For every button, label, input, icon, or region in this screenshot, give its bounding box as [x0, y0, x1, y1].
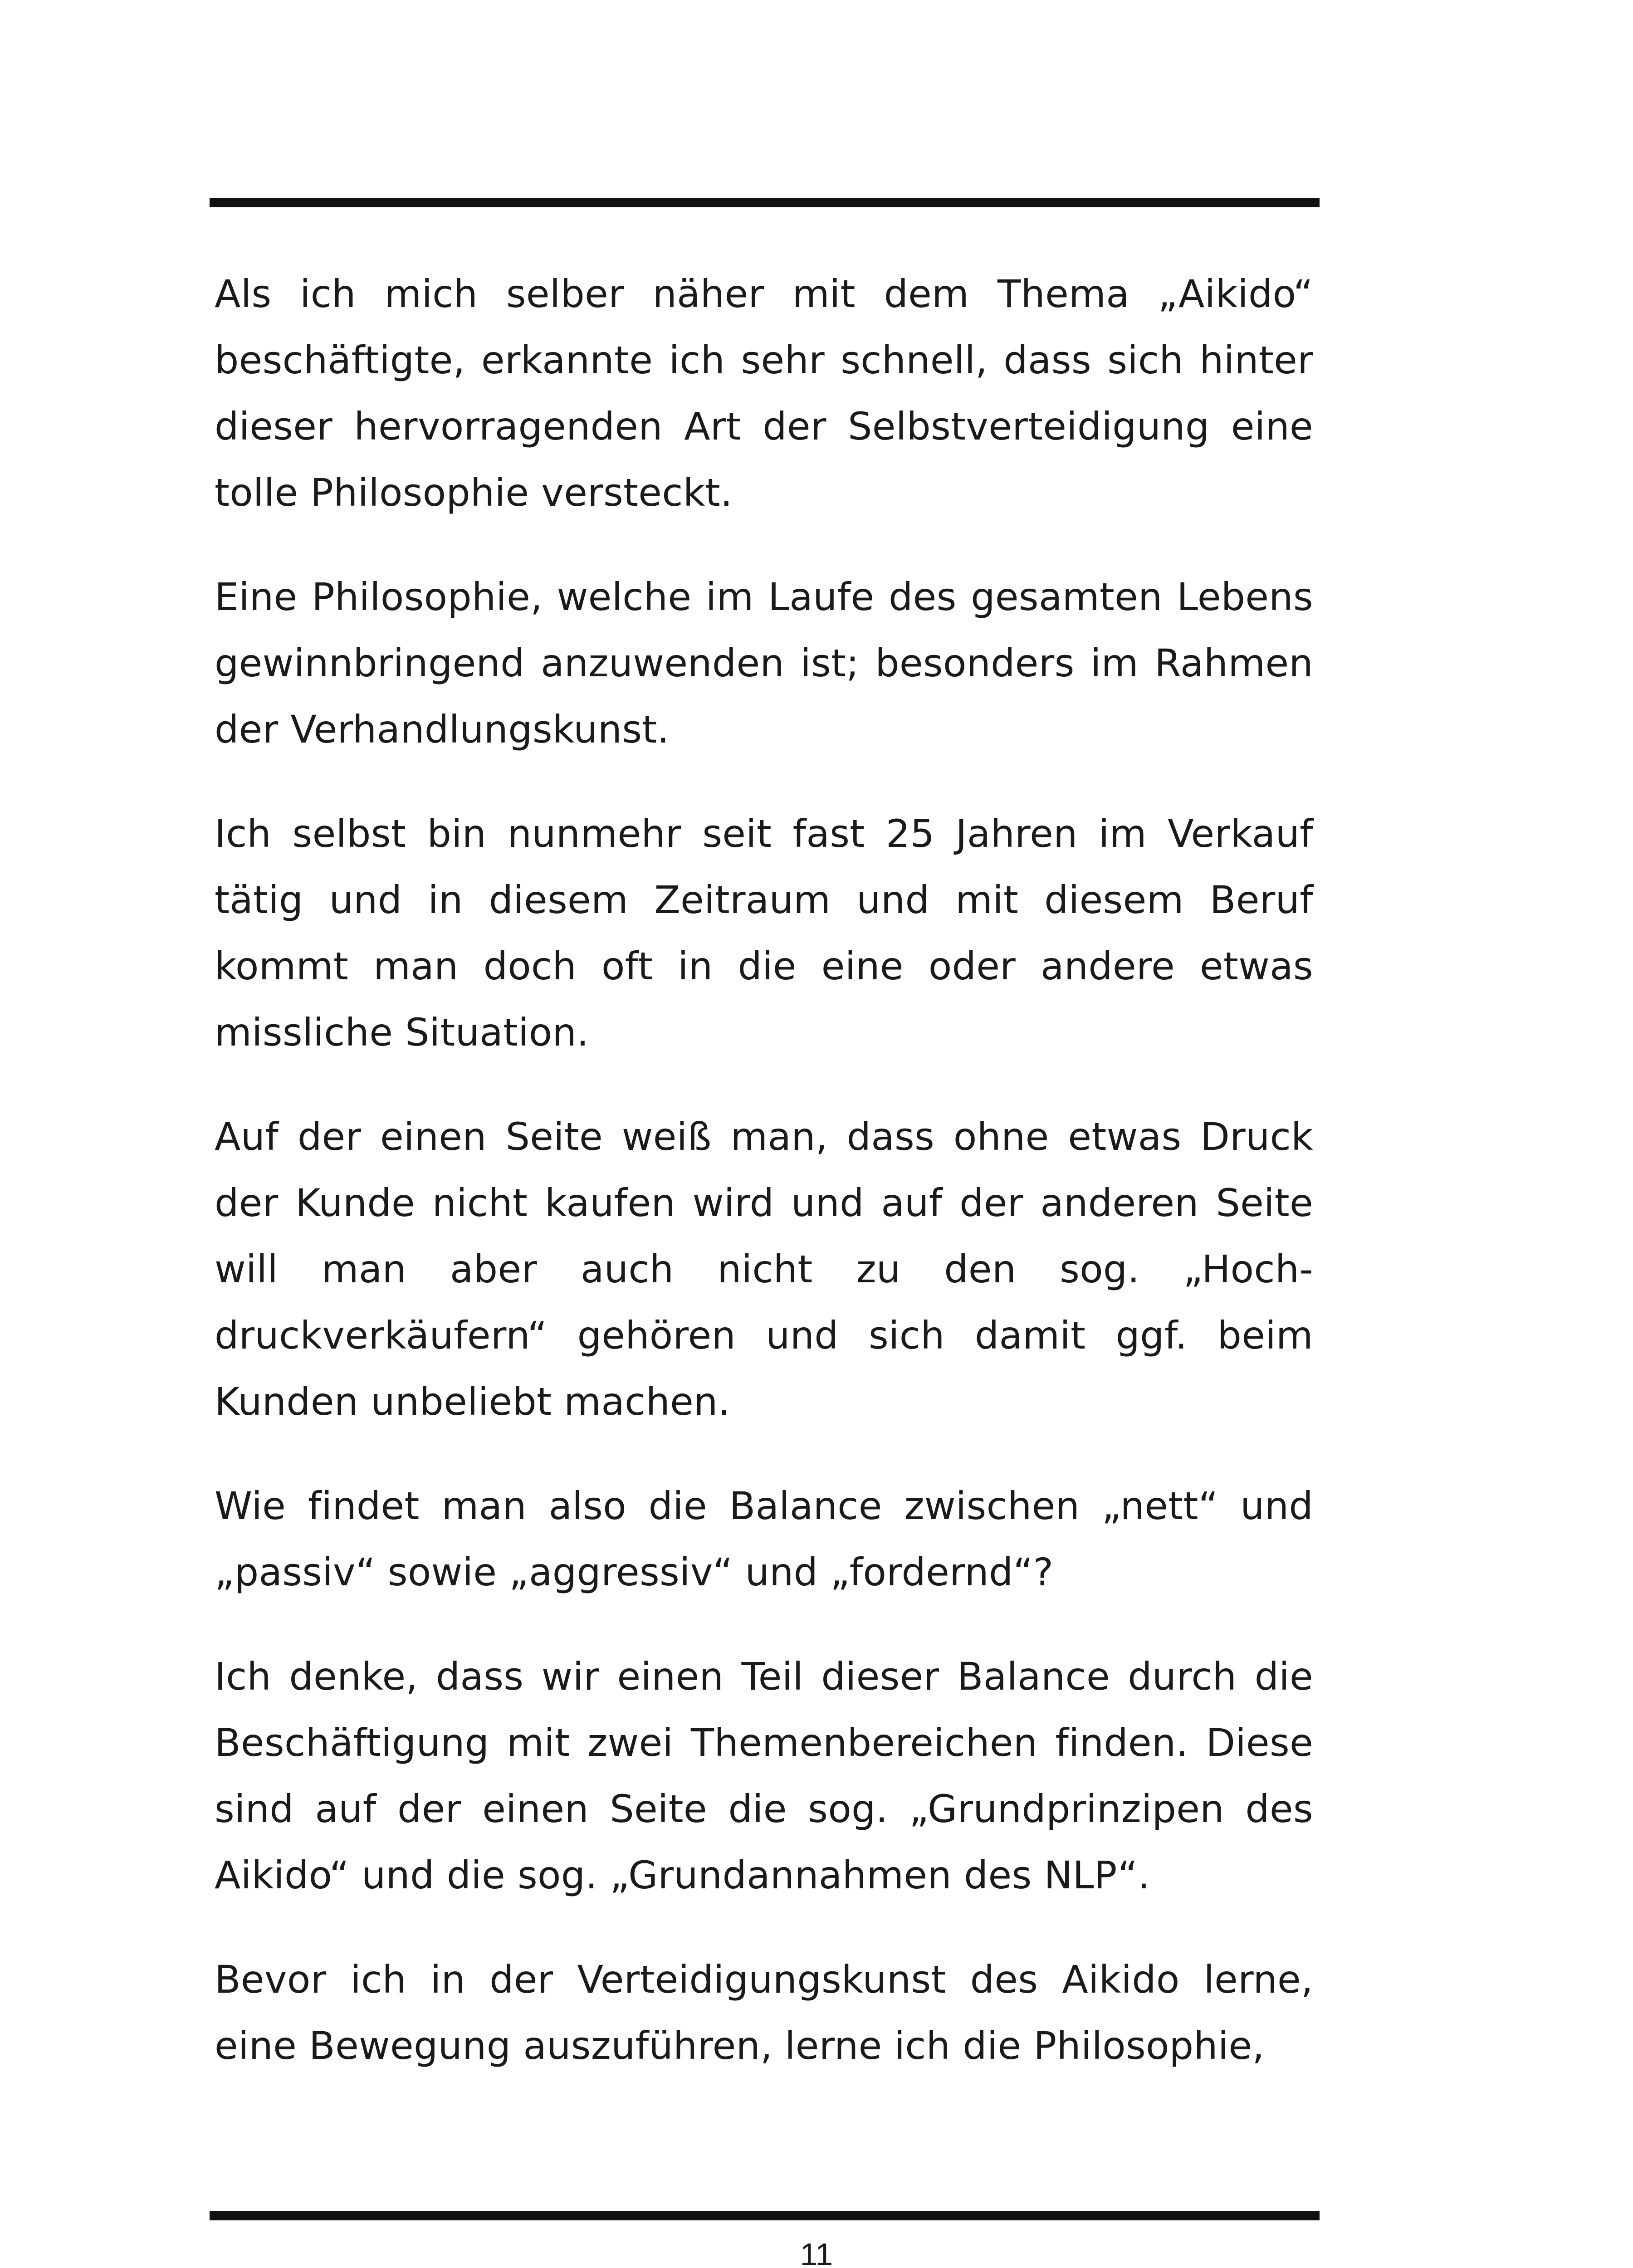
paragraph-7: Bevor ich in der Verteidigungskunst des Aikido lerne, eine Bewegung auszuführen, lerne ich die Philosophie,: [215, 1957, 1313, 2068]
paragraph-2: Eine Philosophie, welche im Laufe des gesamten Lebens gewinnbringend anzuwenden ist; besonders im Rahmen der Verhandlungskunst.: [215, 575, 1313, 752]
footer-rule: [210, 2211, 1320, 2220]
paragraph-3: Ich selbst bin nunmehr seit fast 25 Jahren im Verkauf tätig und in diesem Zeitraum und mit diesem Beruf kommt man doch oft in die eine oder andere etwas missliche Situation.: [215, 811, 1313, 1055]
page-number: 11: [800, 2237, 833, 2268]
paragraph-6: Ich denke, dass wir einen Teil dieser Balance durch die Beschäftigung mit zwei Themenbereichen finden. Diese sind auf der einen Seite die sog. „Grundprinzipen des Aikido“ und die sog. „Grundannahmen des NLP“.: [215, 1654, 1313, 1897]
paragraph-4: Auf der einen Seite weiß man, dass ohne etwas Druck der Kunde nicht kaufen wird und auf der anderen Seite will man aber auch nicht zu den sog. „Hoch-druckverkäufern“ gehören und sich damit ggf. beim Kunden unbeliebt machen.: [215, 1114, 1313, 1424]
paragraph-1: Als ich mich selber näher mit dem Thema „Aikido“ beschäftigte, erkannte ich sehr schnell, dass sich hinter dieser hervorragenden Art der Selbstverteidigung eine tolle Philosophie versteckt.: [215, 272, 1313, 515]
header-rule: [210, 198, 1320, 207]
paragraph-5: Wie findet man also die Balance zwischen „nett“ und „passiv“ sowie „aggressiv“ und „fordernd“?: [215, 1484, 1313, 1594]
body-text: [215, 261, 1313, 2117]
